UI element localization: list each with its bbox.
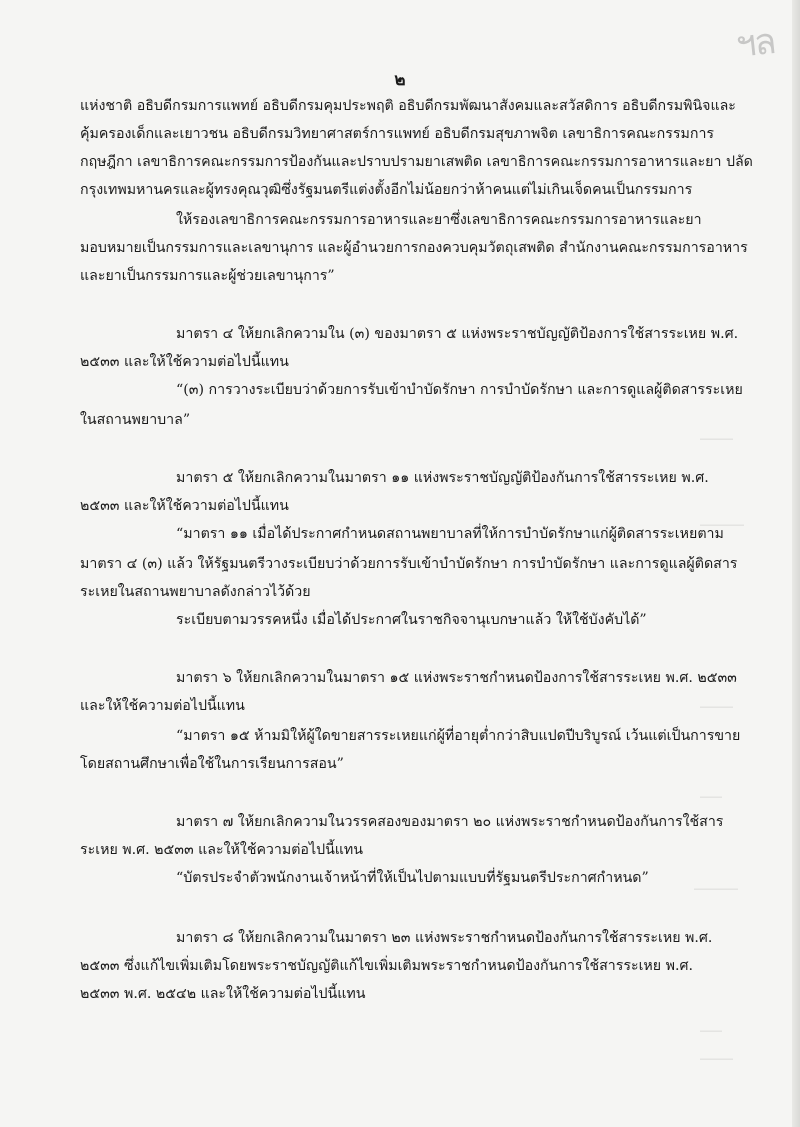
body-line: แห่งชาติ อธิบดีกรมการแพทย์ อธิบดีกรมคุมประพฤติ อธิบดีกรมพัฒนาสังคมและสวัสดิการ อธิบดีกรมพินิจและ xyxy=(80,98,736,114)
bleed-through-mark: ――― xyxy=(700,432,733,445)
quoted-line: “(๓) การวางระเบียบว่าด้วยการรับเข้าบำบัดรักษา การบำบัดรักษา และการดูแลผู้ติดสารระเหย xyxy=(176,382,743,398)
section-8-heading: มาตรา ๘ ให้ยกเลิกความในมาตรา ๒๓ แห่งพระราชกำหนดป้องกันการใช้สารระเหย พ.ศ. xyxy=(176,930,713,946)
quoted-line: “มาตรา ๑๑ เมื่อได้ประกาศกำหนดสถานพยาบาลที่ให้การบำบัดรักษาแก่ผู้ติดสารระเหยตาม xyxy=(176,526,724,542)
bleed-through-mark: ―― xyxy=(700,1024,722,1037)
body-line: ให้รองเลขาธิการคณะกรรมการอาหารและยาซึ่งเลขาธิการคณะกรรมการอาหารและยา xyxy=(176,212,702,228)
section-7-heading: มาตรา ๗ ให้ยกเลิกความในวรรคสองของมาตรา ๒๐ แห่งพระราชกำหนดป้องกันการใช้สาร xyxy=(176,814,724,830)
body-line: และยาเป็นกรรมการและผู้ช่วยเลขานุการ” xyxy=(80,268,335,284)
body-line: ระเหย พ.ศ. ๒๕๓๓ และให้ใช้ความต่อไปนี้แทน xyxy=(80,842,363,858)
bleed-through-mark: ―― xyxy=(700,790,722,803)
body-line: ๒๕๓๓ พ.ศ. ๒๕๔๒ และให้ใช้ความต่อไปนี้แทน xyxy=(80,986,366,1002)
quoted-line: โดยสถานศึกษาเพื่อใช้ในการเรียนการสอน” xyxy=(80,756,344,772)
quoted-line: “มาตรา ๑๕ ห้ามมิให้ผู้ใดขายสารระเหยแก่ผู้ที่อายุต่ำกว่าสิบแปดปีบริบูรณ์ เว้นแต่เป็นการขาย xyxy=(176,728,741,744)
quoted-line: ระเบียบตามวรรคหนึ่ง เมื่อได้ประกาศในราชกิจจานุเบกษาแล้ว ให้ใช้บังคับได้” xyxy=(176,612,647,628)
quoted-line: มาตรา ๔ (๓) แล้ว ให้รัฐมนตรีวางระเบียบว่าด้วยการรับเข้าบำบัดรักษา การบำบัดรักษา และการดูแลผู้ติดสาร xyxy=(80,556,738,572)
body-line: กฤษฎีกา เลขาธิการคณะกรรมการป้องกันและปราบปรามยาเสพติด เลขาธิการคณะกรรมการอาหารและยา ปลัด xyxy=(80,154,753,170)
quoted-line: ระเหยในสถานพยาบาลดังกล่าวไว้ด้วย xyxy=(80,584,311,600)
section-4-heading: มาตรา ๔ ให้ยกเลิกความใน (๓) ของมาตรา ๕ แห่งพระราชบัญญัติป้องการใช้สารระเหย พ.ศ. xyxy=(176,326,739,342)
body-line: และให้ใช้ความต่อไปนี้แทน xyxy=(80,698,245,714)
body-line: กรุงเทพมหานครและผู้ทรงคุณวุฒิซึ่งรัฐมนตรีแต่งตั้งอีกไม่น้อยกว่าห้าคนแต่ไม่เกินเจ็ดคนเป็นกรรมการ xyxy=(80,182,693,198)
quoted-line: ในสถานพยาบาล” xyxy=(80,412,191,428)
body-line: ๒๕๓๓ ซึ่งแก้ไขเพิ่มเติมโดยพระราชบัญญัติแก้ไขเพิ่มเติมพระราชกำหนดป้องกันการใช้สารระเหย พ.ศ. xyxy=(80,958,693,974)
bleed-through-mark: ――― xyxy=(700,700,733,713)
quoted-line: “บัตรประจำตัวพนักงานเจ้าหน้าที่ให้เป็นไปตามแบบที่รัฐมนตรีประกาศกำหนด” xyxy=(176,870,649,886)
bleed-through-mark: ―――― xyxy=(694,882,738,895)
section-5-heading: มาตรา ๕ ให้ยกเลิกความในมาตรา ๑๑ แห่งพระราชบัญญัติป้องกันการใช้สารระเหย พ.ศ. xyxy=(176,470,709,486)
section-6-heading: มาตรา ๖ ให้ยกเลิกความในมาตรา ๑๕ แห่งพระราชกำหนดป้องการใช้สารระเหย พ.ศ. ๒๕๓๓ xyxy=(176,670,737,686)
handwritten-corner-mark: ฯล xyxy=(733,21,777,66)
body-line: คุ้มครองเด็กและเยาวชน อธิบดีกรมวิทยาศาสตร์การแพทย์ อธิบดีกรมสุขภาพจิต เลขาธิการคณะกรรมการ xyxy=(80,126,715,142)
page-number: ๒ xyxy=(394,70,406,90)
body-line: มอบหมายเป็นกรรมการและเลขานุการ และผู้อำนวยการกองควบคุมวัตถุเสพติด สำนักงานคณะกรรมการอาหาร xyxy=(80,240,748,256)
body-line: ๒๕๓๓ และให้ใช้ความต่อไปนี้แทน xyxy=(80,498,289,514)
body-line: ๒๕๓๓ และให้ใช้ความต่อไปนี้แทน xyxy=(80,354,289,370)
page-edge-shadow xyxy=(792,0,800,1127)
bleed-through-mark: ―――― xyxy=(700,518,744,531)
bleed-through-mark: ――― xyxy=(700,1052,733,1065)
